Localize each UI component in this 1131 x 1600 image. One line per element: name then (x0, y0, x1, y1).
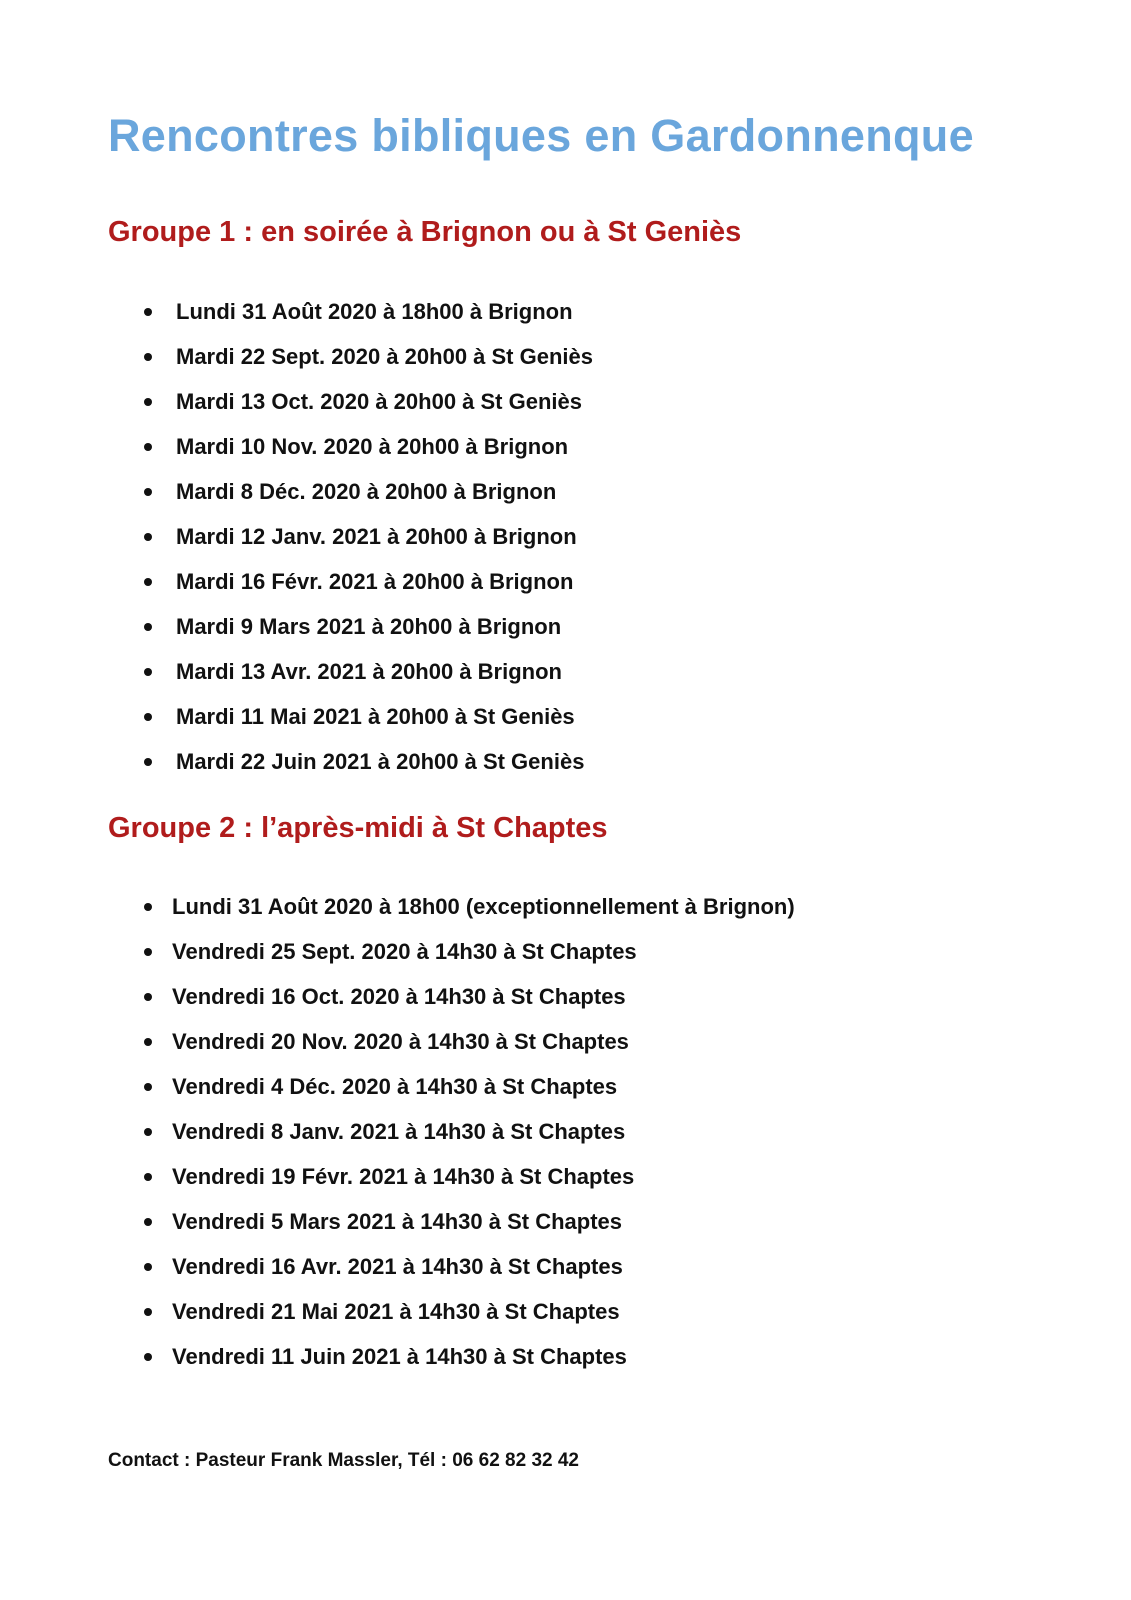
list-item-text: Mardi 13 Avr. 2021 à 20h00 à Brignon (176, 659, 562, 684)
list-item (144, 936, 795, 981)
list-item (144, 296, 593, 341)
list-item (144, 891, 795, 936)
list-item-text: Mardi 8 Déc. 2020 à 20h00 à Brignon (176, 479, 557, 504)
bullet-icon (144, 993, 152, 1001)
list-item (144, 1341, 795, 1386)
list-item (144, 1161, 795, 1206)
list-item-text: Vendredi 5 Mars 2021 à 14h30 à St Chaptes (172, 1209, 623, 1234)
bullet-icon (144, 1173, 152, 1181)
list-item-text: Vendredi 4 Déc. 2020 à 14h30 à St Chaptes (172, 1074, 618, 1099)
bullet-icon (144, 398, 152, 406)
list-item (144, 566, 593, 611)
bullet-icon (144, 758, 152, 766)
bullet-icon (144, 1308, 152, 1316)
list-item (144, 611, 593, 656)
list-item (144, 701, 593, 746)
list-item (144, 386, 593, 431)
bullet-icon (144, 443, 152, 451)
list-item-text: Vendredi 8 Janv. 2021 à 14h30 à St Chaptes (172, 1119, 626, 1144)
bullet-icon (144, 1353, 152, 1361)
bullet-icon (144, 1263, 152, 1271)
group-2-heading: Groupe 2 : l’après-midi à St Chaptes (108, 812, 608, 844)
bullet-icon (144, 713, 152, 721)
list-item-text: Vendredi 11 Juin 2021 à 14h30 à St Chaptes (172, 1344, 627, 1369)
list-item-text: Vendredi 21 Mai 2021 à 14h30 à St Chaptes (172, 1299, 620, 1324)
list-item-text: Mardi 9 Mars 2021 à 20h00 à Brignon (176, 614, 562, 639)
list-item (144, 341, 593, 386)
list-item-text: Mardi 22 Juin 2021 à 20h00 à St Geniès (176, 749, 585, 774)
contact-line: Contact : Pasteur Frank Massler, Tél : 06 62 82 32 42 (108, 1450, 580, 1471)
list-item (144, 476, 593, 521)
list-item (144, 1206, 795, 1251)
list-item-text: Vendredi 16 Oct. 2020 à 14h30 à St Chaptes (172, 984, 626, 1009)
list-item (144, 431, 593, 476)
list-item-text: Mardi 10 Nov. 2020 à 20h00 à Brignon (176, 434, 569, 459)
list-item (144, 1071, 795, 1116)
list-item (144, 1296, 795, 1341)
bullet-icon (144, 948, 152, 956)
bullet-icon (144, 903, 152, 911)
list-item-text: Vendredi 16 Avr. 2021 à 14h30 à St Chaptes (172, 1254, 623, 1279)
list-item (144, 981, 795, 1026)
list-item-text: Mardi 11 Mai 2021 à 20h00 à St Geniès (176, 704, 575, 729)
list-item (144, 1026, 795, 1071)
group-2-date-list (144, 891, 795, 1386)
list-item-text: Mardi 16 Févr. 2021 à 20h00 à Brignon (176, 569, 574, 594)
list-item-text: Vendredi 19 Févr. 2021 à 14h30 à St Chaptes (172, 1164, 635, 1189)
bullet-icon (144, 1038, 152, 1046)
list-item-text: Lundi 31 Août 2020 à 18h00 (exceptionnellement à Brignon) (172, 894, 795, 919)
bullet-icon (144, 578, 152, 586)
bullet-icon (144, 533, 152, 541)
list-item-text: Mardi 12 Janv. 2021 à 20h00 à Brignon (176, 524, 577, 549)
list-item-text: Mardi 13 Oct. 2020 à 20h00 à St Geniès (176, 389, 582, 414)
page-title: Rencontres bibliques en Gardonnenque (108, 110, 974, 161)
list-item-text: Lundi 31 Août 2020 à 18h00 à Brignon (176, 299, 573, 324)
bullet-icon (144, 1083, 152, 1091)
bullet-icon (144, 668, 152, 676)
group-1-date-list (144, 296, 593, 791)
list-item (144, 1251, 795, 1296)
bullet-icon (144, 623, 152, 631)
list-item-text: Vendredi 20 Nov. 2020 à 14h30 à St Chaptes (172, 1029, 629, 1054)
bullet-icon (144, 308, 152, 316)
bullet-icon (144, 353, 152, 361)
list-item (144, 521, 593, 566)
list-item-text: Mardi 22 Sept. 2020 à 20h00 à St Geniès (176, 344, 593, 369)
list-item-text: Vendredi 25 Sept. 2020 à 14h30 à St Chaptes (172, 939, 637, 964)
list-item (144, 746, 593, 791)
bullet-icon (144, 1128, 152, 1136)
bullet-icon (144, 1218, 152, 1226)
group-1-heading: Groupe 1 : en soirée à Brignon ou à St Geniès (108, 216, 742, 248)
list-item (144, 1116, 795, 1161)
bullet-icon (144, 488, 152, 496)
list-item (144, 656, 593, 701)
